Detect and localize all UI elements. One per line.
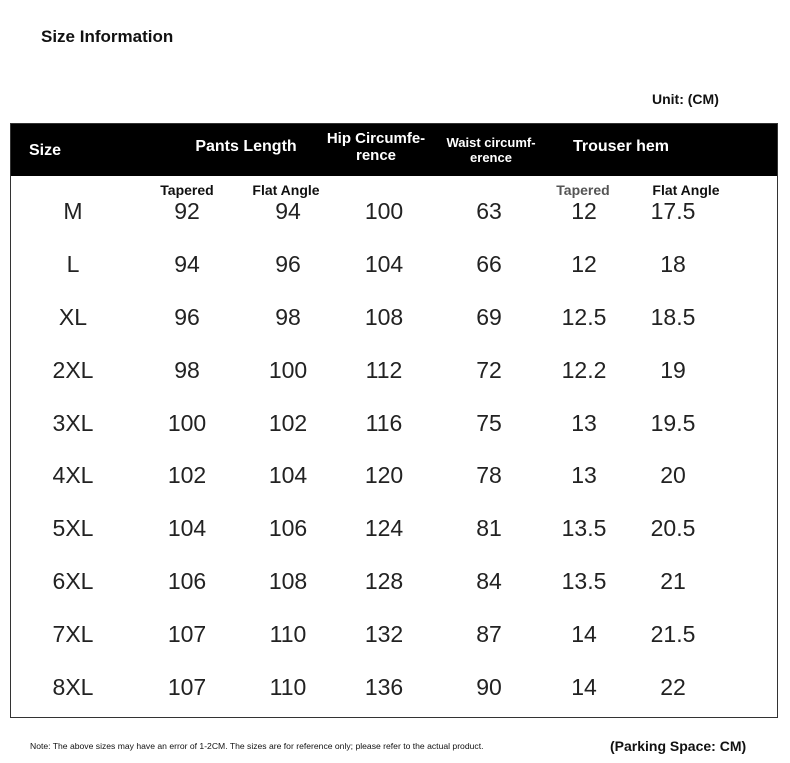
- cell-hem-tapered: 12: [571, 198, 597, 224]
- parking-space-label: (Parking Space: CM): [610, 738, 747, 754]
- cell-pants-tapered: 100: [167, 409, 207, 436]
- cell-hem-flat-angle: 20: [660, 462, 686, 489]
- cell-hem-tapered: 13: [571, 409, 597, 436]
- cell-waist: 72: [476, 356, 502, 383]
- cell-waist: 75: [476, 409, 502, 436]
- cell-pants-flat-angle: 94: [275, 198, 301, 224]
- cell-pants-tapered: 106: [167, 568, 207, 595]
- cell-hem-tapered: 13: [571, 462, 597, 489]
- cell-hem-flat-angle: 17.5: [650, 198, 696, 224]
- cell-waist: 90: [476, 674, 502, 701]
- cell-pants-flat-angle: 110: [269, 621, 307, 648]
- header-waist-line1: Waist circumf-: [446, 135, 536, 150]
- cell-pants-flat-angle: 96: [275, 250, 301, 277]
- unit-label: Unit: (CM): [652, 91, 719, 107]
- cell-pants-tapered: 104: [167, 515, 207, 542]
- table-row: [11, 409, 777, 465]
- table-row: [11, 570, 777, 623]
- table-row: [11, 517, 777, 570]
- cell-waist: 63: [476, 198, 502, 224]
- cell-pants-tapered: 107: [167, 674, 207, 701]
- header-waist-line2: erence: [470, 149, 512, 165]
- cell-hip: 128: [364, 568, 404, 595]
- cell-hip: 124: [364, 515, 404, 542]
- cell-size: 6XL: [52, 568, 94, 595]
- table-header: [11, 124, 777, 176]
- cell-pants-flat-angle: 98: [275, 303, 301, 330]
- cell-waist: 87: [476, 621, 502, 648]
- subheader-pants-flat-angle: Flat Angle: [252, 182, 320, 198]
- cell-size: 7XL: [52, 621, 94, 648]
- cell-waist: 66: [476, 250, 502, 277]
- cell-hem-flat-angle: 20.5: [650, 515, 696, 542]
- cell-size: M: [63, 198, 83, 224]
- cell-waist: 81: [476, 515, 502, 542]
- table-row: [11, 464, 777, 517]
- table-row: [11, 676, 777, 729]
- cell-pants-flat-angle: 108: [268, 568, 308, 595]
- cell-waist: 69: [476, 303, 502, 330]
- header-size: Size: [29, 142, 62, 159]
- cell-pants-flat-angle: 110: [269, 674, 307, 701]
- table-row: [11, 623, 777, 676]
- size-table: [10, 123, 778, 718]
- cell-pants-tapered: 92: [174, 198, 200, 224]
- cell-hem-flat-angle: 18: [660, 250, 686, 277]
- table-row: [11, 200, 777, 253]
- cell-hem-tapered: 13.5: [561, 568, 607, 595]
- cell-hip: 100: [364, 198, 404, 224]
- cell-size: 2XL: [52, 356, 94, 383]
- cell-hem-flat-angle: 18.5: [650, 303, 696, 330]
- cell-size: XL: [58, 303, 88, 330]
- cell-hip: 104: [364, 250, 404, 277]
- cell-hip: 132: [364, 621, 404, 648]
- cell-waist: 78: [476, 462, 502, 489]
- header-pants-length: Pants Length: [195, 138, 297, 155]
- header-hip-line2: rence: [355, 147, 397, 165]
- cell-hem-flat-angle: 19: [660, 356, 686, 383]
- cell-pants-flat-angle: 100: [268, 356, 308, 383]
- header-waist-circumference: [436, 136, 546, 166]
- cell-size: 4XL: [52, 462, 94, 489]
- cell-size: 5XL: [52, 515, 94, 542]
- cell-hem-tapered: 12: [571, 250, 597, 277]
- cell-hem-flat-angle: 19.5: [650, 409, 696, 436]
- footnote: Note: The above sizes may have an error of 1-2CM. The sizes are for reference only; please refer to the actual product.: [30, 741, 484, 751]
- cell-pants-flat-angle: 102: [268, 409, 308, 436]
- cell-hem-tapered: 13.5: [561, 515, 607, 542]
- cell-hip: 120: [364, 462, 404, 489]
- page-title: Size Information: [41, 27, 174, 46]
- header-trouser-hem: Trouser hem: [572, 138, 670, 155]
- cell-size: 8XL: [52, 674, 94, 701]
- table-row: [11, 356, 777, 412]
- cell-pants-flat-angle: 104: [268, 462, 308, 489]
- table-row: [11, 303, 777, 359]
- header-hip-line1: Hip Circumfe-: [326, 130, 426, 147]
- cell-pants-tapered: 107: [167, 621, 207, 648]
- cell-waist: 84: [476, 568, 502, 595]
- cell-hip: 108: [364, 303, 404, 330]
- header-hip-circumference: [311, 130, 441, 165]
- cell-size: 3XL: [52, 409, 94, 436]
- subheader-hem-flat-angle: Flat Angle: [652, 182, 720, 198]
- cell-hem-tapered: 14: [571, 621, 597, 648]
- cell-size: L: [66, 250, 80, 277]
- cell-hip: 136: [364, 674, 404, 701]
- cell-pants-tapered: 98: [174, 356, 200, 383]
- cell-hem-tapered: 12.5: [561, 303, 607, 330]
- table-body: [11, 200, 777, 729]
- cell-hip: 116: [365, 409, 403, 436]
- cell-pants-flat-angle: 106: [268, 515, 308, 542]
- cell-hem-flat-angle: 21: [660, 568, 686, 595]
- cell-hem-flat-angle: 21.5: [650, 621, 696, 648]
- cell-pants-tapered: 96: [174, 303, 200, 330]
- cell-hem-flat-angle: 22: [660, 674, 686, 701]
- cell-pants-tapered: 94: [174, 250, 200, 277]
- cell-hem-tapered: 14: [571, 674, 597, 701]
- cell-hip: 112: [365, 356, 403, 383]
- subheader-hem-tapered: Tapered: [556, 182, 610, 198]
- subheader-pants-tapered: Tapered: [160, 182, 214, 198]
- table-row: [11, 250, 777, 306]
- cell-hem-tapered: 12.2: [561, 356, 607, 383]
- cell-pants-tapered: 102: [167, 462, 207, 489]
